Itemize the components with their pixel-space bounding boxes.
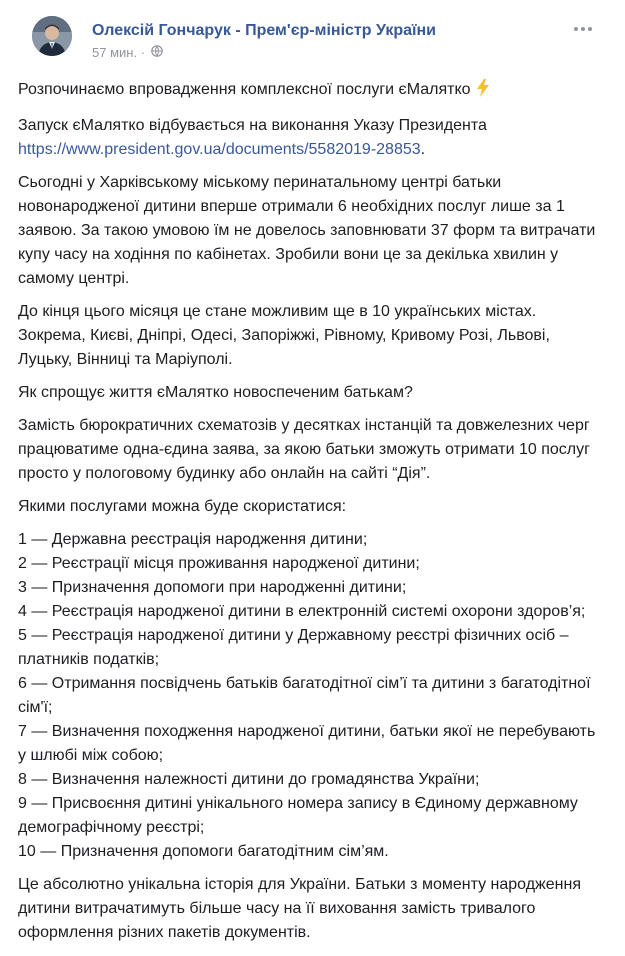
list-item: 4 — Реєстрація народженої дитини в електронній системі охорони здоров’я;	[18, 603, 586, 620]
list-item: 3 — Призначення допомоги при народженні дитини;	[18, 579, 407, 596]
more-options-icon[interactable]	[571, 16, 595, 36]
paragraph-intro: Розпочинаємо впровадження комплексної послуги єМалятко	[18, 78, 607, 105]
list-item: 9 — Присвоєння дитині унікального номера запису в Єдиному державному демографічному реєстрі;	[18, 795, 578, 836]
post-author[interactable]: Олексій Гончарук - Прем'єр-міністр України	[92, 22, 436, 39]
list-item: 2 — Реєстрації місця проживання народженої дитини;	[18, 555, 420, 572]
post-time[interactable]: 57 мин.	[92, 45, 138, 61]
paragraph-services-intro: Якими послугами можна буде скористатися:	[18, 498, 347, 515]
services-list	[18, 528, 607, 864]
lightning-emoji-icon	[475, 79, 491, 105]
list-item: 6 — Отримання посвідчень батьків багатодітної сім’ї та дитини з багатодітної сім'ї;	[18, 675, 591, 716]
post-header	[16, 0, 609, 70]
avatar-image-icon	[32, 16, 72, 56]
list-item: 1 — Державна реєстрація народження дитини;	[18, 531, 368, 548]
paragraph-single-application: Замість бюрократичних схематозів у десятках інстанцій та довжелезних черг працюватиме одна-єдина заява, за якою батьки зможуть отримати 10 послуг просто у пологовому будинку або онлайн на сайті “Дія”.	[18, 417, 590, 482]
avatar[interactable]	[32, 16, 72, 56]
post-body	[16, 70, 609, 945]
list-item: 7 — Визначення походження народженої дитини, батьки якої не перебувають у шлюбі між собою;	[18, 723, 596, 764]
paragraph-conclusion: Це абсолютно унікальна історія для України. Батьки з моменту народження дитини витрачатимуть більше часу на її виховання замість тривалого оформлення різних пакетів документів.	[18, 876, 581, 941]
list-item: 5 — Реєстрація народженої дитини у Державному реєстрі фізичних осіб – платників податків;	[18, 627, 569, 668]
paragraph-question: Як спрощує життя єМалятко новоспеченим батькам?	[18, 384, 413, 401]
paragraph-kharkiv: Сьогодні у Харківському міському перинатальному центрі батьки новонародженої дитини вперше отримали 6 необхідних послуг лише за 1 заявою. За такою умовою їм не довелось заповнювати 37 форм та витрачати купу часу на ходіння по кабінетах. Зробили вони це за декілька хвилин у самому центрі.	[18, 174, 596, 287]
decree-link[interactable]: https://www.president.gov.ua/documents/5582019-28853	[18, 141, 421, 158]
globe-icon[interactable]	[151, 45, 163, 60]
paragraph-decree: Запуск єМалятко відбувається на виконання Указу Президента https://www.president.gov.ua/documents/5582019-28853.	[18, 117, 487, 158]
list-item: 8 — Визначення належності дитини до громадянства України;	[18, 771, 480, 788]
post-meta: 57 мин. ·	[92, 44, 163, 60]
list-item: 10 — Призначення допомоги багатодітним сім’ям.	[18, 843, 389, 860]
paragraph-cities: До кінця цього місяця це стане можливим ще в 10 українських містах. Зокрема, Києві, Дніпрі, Одесі, Запоріжжі, Рівному, Кривому Розі, Львові, Луцьку, Вінниці та Маріуполі.	[18, 303, 550, 368]
